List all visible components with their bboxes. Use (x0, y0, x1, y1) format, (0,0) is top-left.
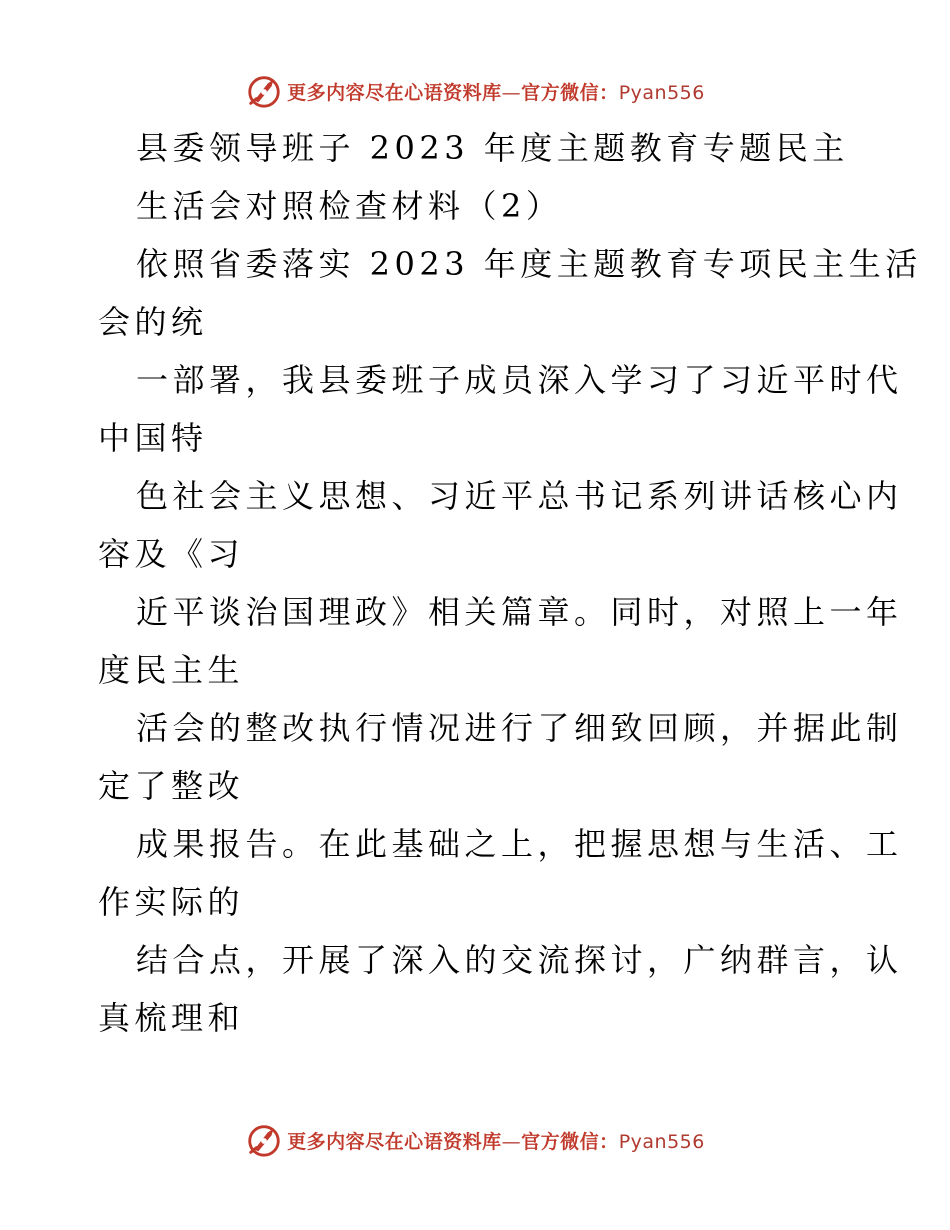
paragraph-line: 结合点，开展了深入的交流探讨，广纳群言，认 (136, 941, 903, 979)
paragraph-line: 作实际的 (98, 883, 245, 921)
paragraph-line: 容及《习 (98, 535, 245, 573)
paragraph-line: 色社会主义思想、习近平总书记系列讲话核心内 (136, 477, 903, 515)
paragraph-line: 真梳理和 (98, 999, 245, 1037)
footer-banner-text: 更多内容尽在心语资料库—官方微信：Pyan556 (287, 1130, 705, 1153)
paragraph-line: 度民主生 (98, 651, 245, 689)
paragraph-line: 会的统 (98, 303, 208, 341)
paragraph-line: 依照省委落实 2023 年度主题教育专项民主生活 (136, 245, 922, 283)
paragraph-line: 活会的整改执行情况进行了细致回顾，并据此制 (136, 709, 903, 747)
footer-banner (0, 1118, 950, 1162)
header-banner-text: 更多内容尽在心语资料库—官方微信：Pyan556 (287, 81, 705, 104)
title-line-1: 县委领导班子 2023 年度主题教育专题民主 (136, 129, 849, 167)
title-line-2: 生活会对照检查材料（2） (136, 187, 563, 225)
paragraph-line: 成果报告。在此基础之上，把握思想与生活、工 (136, 825, 903, 863)
pen-nib-logo-icon (245, 1121, 283, 1159)
paragraph-line: 中国特 (98, 419, 208, 457)
paragraph-line: 近平谈治国理政》相关篇章。同时，对照上一年 (136, 593, 903, 631)
paragraph-line: 定了整改 (98, 767, 245, 805)
paragraph-line: 一部署，我县委班子成员深入学习了习近平时代 (136, 361, 903, 399)
